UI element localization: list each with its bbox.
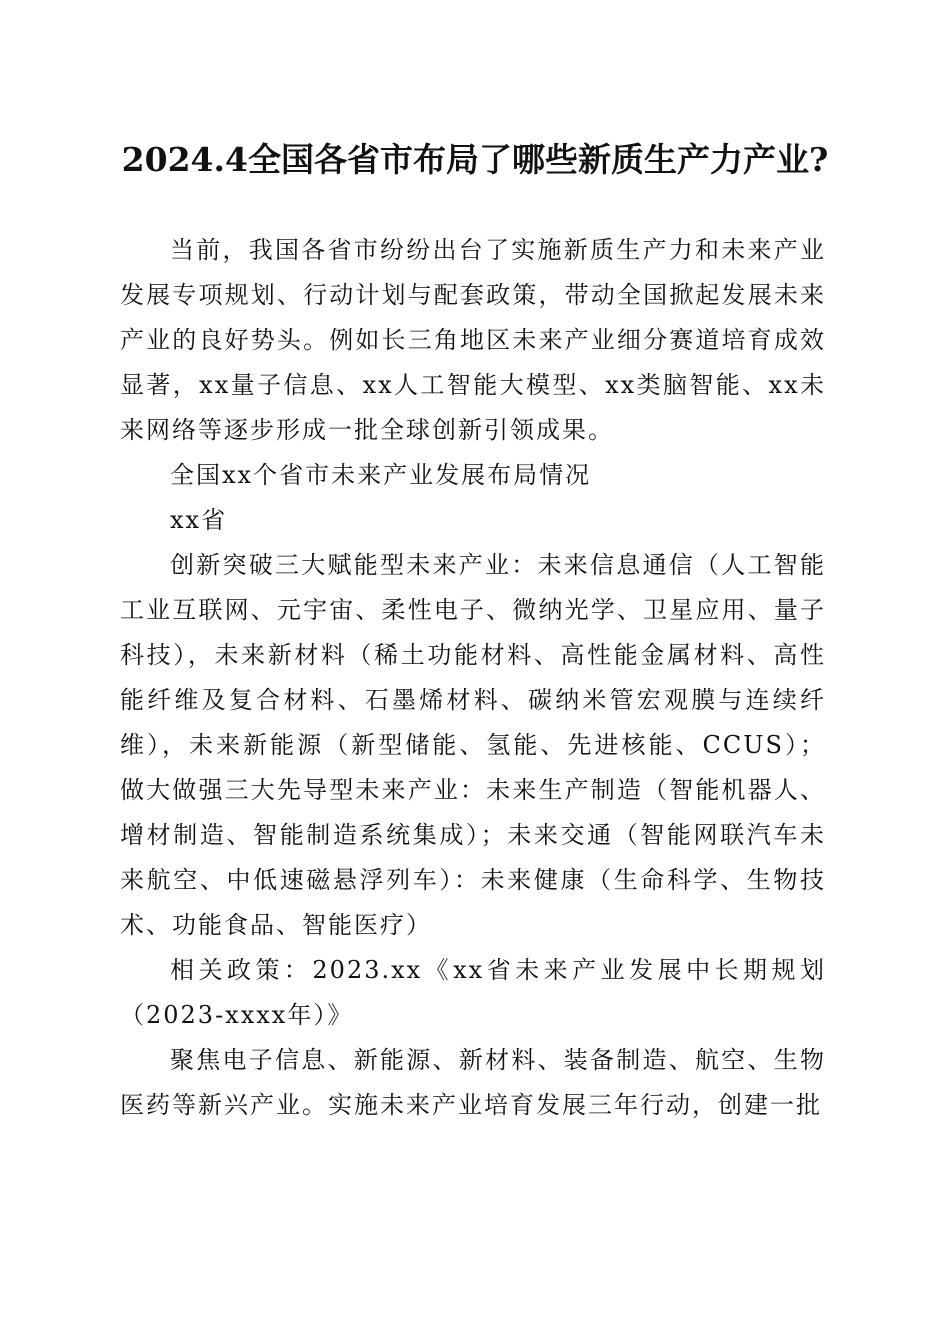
paragraph-policy: 相关政策：2023.xx《xx省未来产业发展中长期规划（2023-xxxx年）》: [120, 956, 826, 1029]
paragraph-province: xx省: [170, 506, 228, 534]
paragraph-industries: 创新突破三大赋能型未来产业：未来信息通信（人工智能工业互联网、元宇宙、柔性电子、微纳光学、卫星应用、量子科技），未来新材料（稀土功能材料、高性能金属材料、高性能纤维及复合材料、石墨烯材料、碳纳米管宏观膜与连续纤维），未来新能源（新型储能、氢能、先进核能、CCUS）；做大做强三大先导型未来产业：未来生产制造（智能机器人、增材制造、智能制造系统集成）；未来交通（智能网联汽车未来航空、中低速磁悬浮列车）：未来健康（生命科学、生物技术、功能食品、智能医疗）: [120, 551, 826, 939]
paragraph-intro: 当前，我国各省市纷纷出台了实施新质生产力和未来产业发展专项规划、行动计划与配套政策，带动全国掀起发展未来产业的良好势头。例如长三角地区未来产业细分赛道培育成效显著，xx量子信息、xx人工智能大模型、xx类脑智能、xx未来网络等逐步形成一批全球创新引领成果。: [120, 236, 826, 444]
paragraph-section-heading: 全国xx个省市未来产业发展布局情况: [170, 461, 592, 489]
document-body: [120, 228, 826, 1128]
document-title: 2024.4全国各省市布局了哪些新质生产力产业?: [121, 140, 829, 179]
paragraph-focus: 聚焦电子信息、新能源、新材料、装备制造、航空、生物医药等新兴产业。实施未来产业培育发展三年行动，创建一批: [120, 1046, 826, 1119]
